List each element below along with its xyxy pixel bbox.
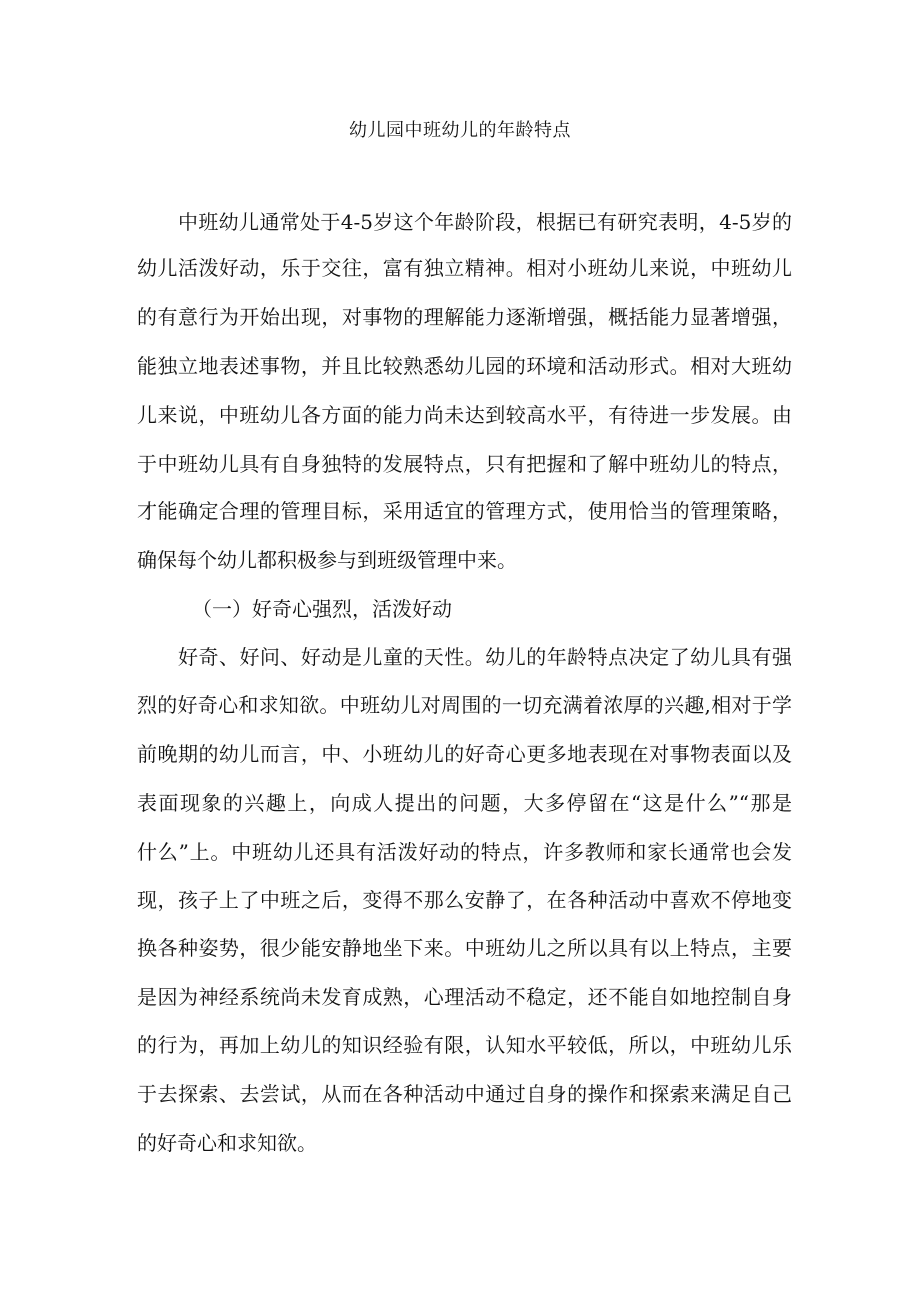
paragraph-2-line: 现，孩子上了中班之后，变得不那么安静了，在各种活动中喜欢不停地变 bbox=[137, 888, 792, 912]
section-heading: （一）好奇心强烈，活泼好动 bbox=[192, 597, 452, 621]
paragraph-1-line: 儿来说，中班幼儿各方面的能力尚未达到较高水平，有待进一步发展。由 bbox=[137, 403, 792, 427]
paragraph-1-line: 能独立地表述事物，并且比较熟悉幼儿园的环境和活动形式。相对大班幼 bbox=[137, 354, 792, 378]
paragraph-2-line: 的好奇心和求知欲。 bbox=[137, 1131, 317, 1155]
paragraph-2-line: 表面现象的兴趣上，向成人提出的问题，大多停留在“这是什么”“那是 bbox=[137, 791, 792, 815]
paragraph-1-line: 才能确定合理的管理目标，采用适宜的管理方式，使用恰当的管理策略， bbox=[137, 499, 792, 523]
paragraph-2-line: 于去探索、去尝试，从而在各种活动中通过自身的操作和探索来满足自己 bbox=[137, 1082, 792, 1106]
paragraph-2-line: 什么”上。中班幼儿还具有活泼好动的特点，许多教师和家长通常也会发 bbox=[137, 840, 792, 864]
paragraph-1-line: 的有意行为开始出现，对事物的理解能力逐渐增强，概括能力显著增强， bbox=[137, 305, 792, 329]
paragraph-2-line: 换各种姿势，很少能安静地坐下来。中班幼儿之所以具有以上特点，主要 bbox=[137, 936, 792, 960]
paragraph-1-line: 于中班幼儿具有自身独特的发展特点，只有把握和了解中班幼儿的特点， bbox=[137, 452, 792, 476]
document-title: 幼儿园中班幼儿的年龄特点 bbox=[349, 120, 571, 141]
paragraph-1-line: 中班幼儿通常处于4-5岁这个年龄阶段，根据已有研究表明，4-5岁的 bbox=[178, 210, 792, 234]
paragraph-2-line: 前晚期的幼儿而言，中、小班幼儿的好奇心更多地表现在对事物表面以及 bbox=[137, 742, 792, 766]
paragraph-2-line: 是因为神经系统尚未发育成熟，心理活动不稳定，还不能自如地控制自身 bbox=[137, 985, 792, 1009]
paragraph-2-line: 好奇、好问、好动是儿童的天性。幼儿的年龄特点决定了幼儿具有强 bbox=[178, 645, 792, 669]
paragraph-1-line: 幼儿活泼好动，乐于交往，富有独立精神。相对小班幼儿来说，中班幼儿 bbox=[137, 256, 792, 280]
paragraph-2-line: 烈的好奇心和求知欲。中班幼儿对周围的一切充满着浓厚的兴趣,相对于学 bbox=[137, 693, 792, 717]
paragraph-2-line: 的行为，再加上幼儿的知识经验有限，认知水平较低，所以，中班幼儿乐 bbox=[137, 1033, 792, 1057]
paragraph-1-line: 确保每个幼儿都积极参与到班级管理中来。 bbox=[137, 548, 517, 572]
